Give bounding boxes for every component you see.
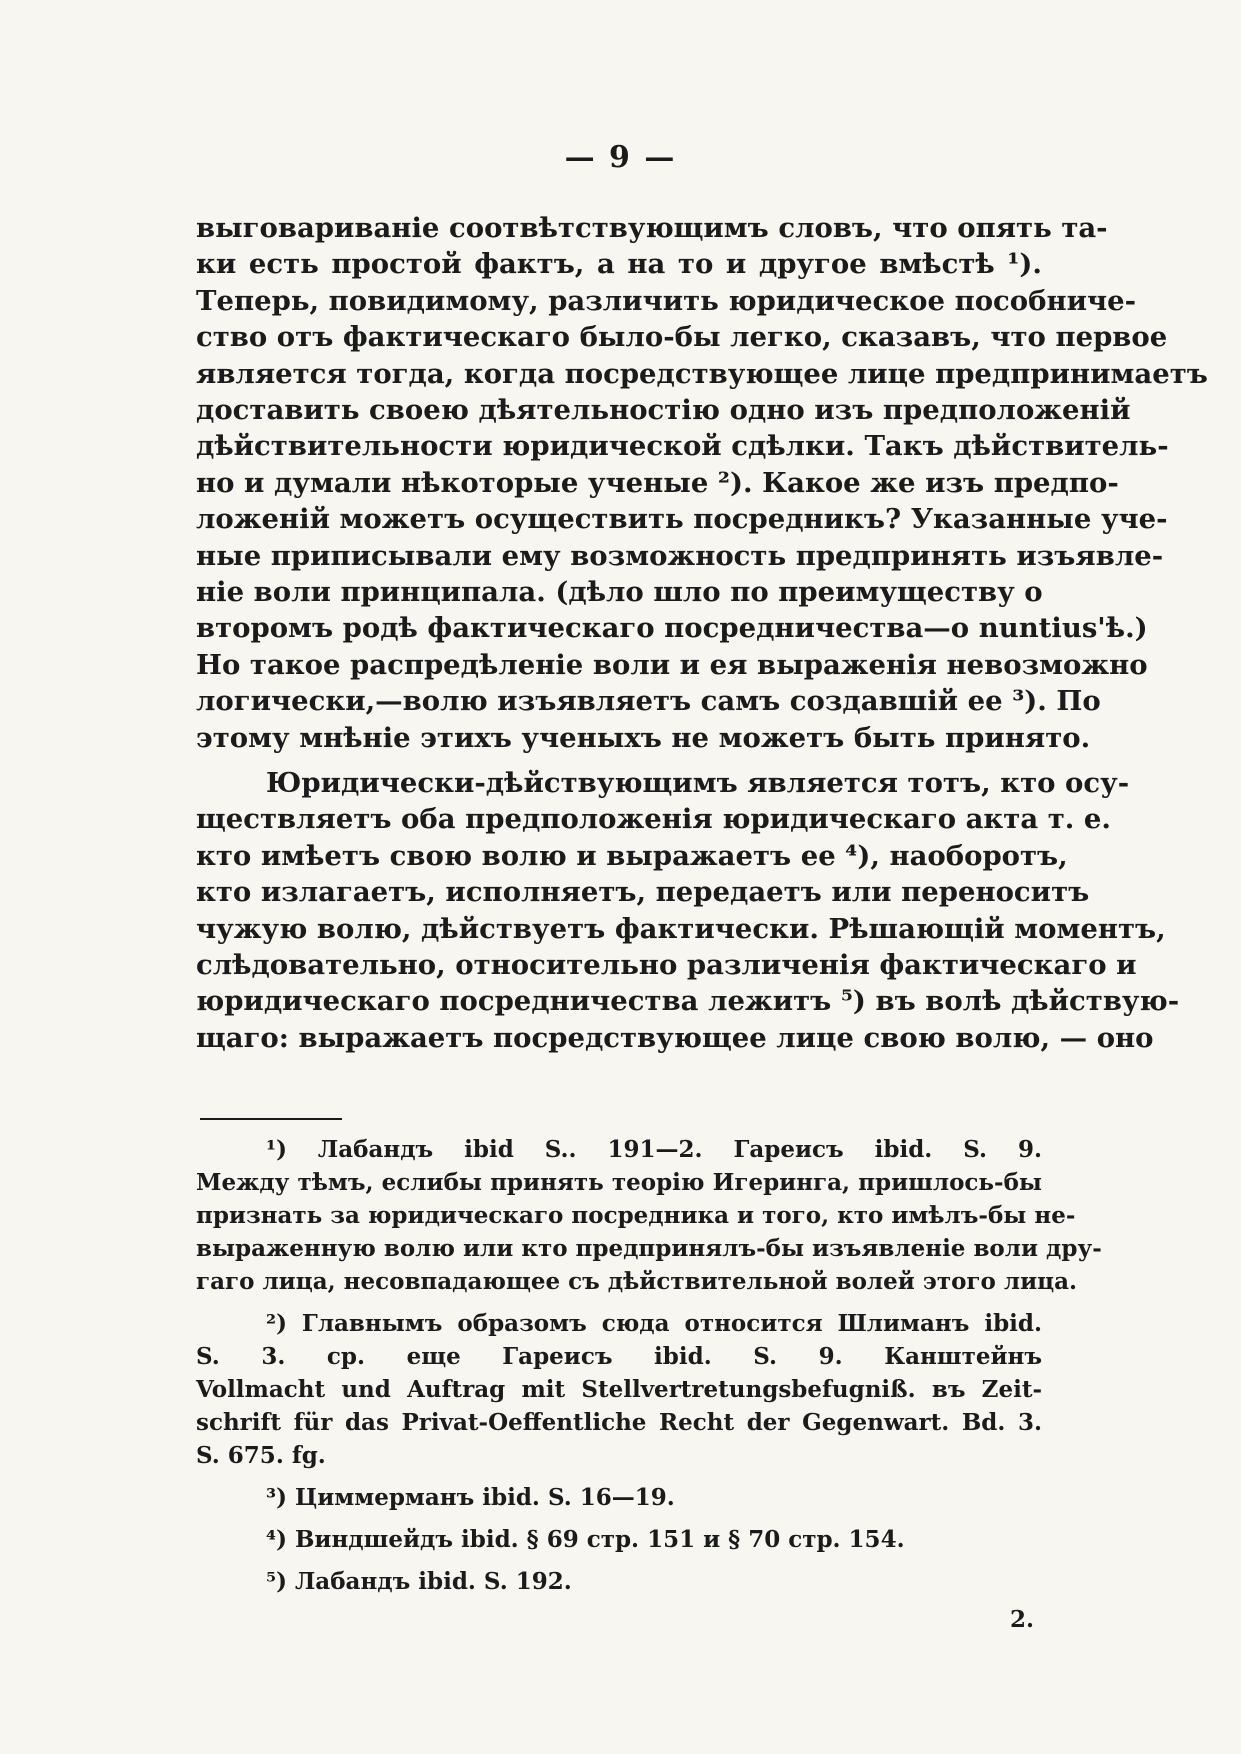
footnote-line: ³) Циммерманъ ibid. S. 16—19. <box>266 1484 675 1511</box>
text-line: ные приписывали ему возможность предпринять изъявле- <box>196 539 1164 572</box>
footnote-line: выраженную волю или кто предпринялъ-бы изъявленiе воли дру- <box>196 1235 1102 1262</box>
text-line: кто излагаетъ, исполняетъ, передаетъ или переноситъ <box>196 876 1090 909</box>
footnote-line: признать за юридическаго посредника и того, кто имѣлъ-бы не- <box>196 1202 1076 1229</box>
footnote-1 <box>196 1133 1102 1298</box>
footnote-line: ²) Главнымъ образомъ сюда относится Шлиманъ ibid. <box>266 1310 1042 1337</box>
text-line: ство отъ фактическаго было-бы легко, сказавъ, что первое <box>196 321 1168 354</box>
footnote-4 <box>196 1523 1042 1556</box>
footnote-2 <box>196 1307 1042 1472</box>
text-line: ществляетъ оба предположенiя юридическаго акта т. е. <box>196 803 1111 836</box>
text-line: Но такое распредѣленiе воли и ея выраженiя невозможно <box>196 648 1148 681</box>
text-line: Юридически-дѣйствующимъ является тотъ, кто осу- <box>266 767 1130 799</box>
footnotes <box>196 1133 1102 1607</box>
text-line: является тогда, когда посредствующее лице предпринимаетъ <box>196 357 1208 390</box>
text-line: нiе воли принципала. (дѣло шло по преимуществу о <box>196 576 1043 609</box>
text-line: второмъ родѣ фактическаго посредничества—о nuntius'ѣ.) <box>196 612 1148 645</box>
footnote-line: Vollmacht und Auftrag mit Stellvertretungsbefugniß. въ Zeit- <box>196 1376 1042 1403</box>
paragraph-1 <box>196 210 1208 756</box>
text-line: логически,—волю изъявляетъ самъ создавшiй ее ³). По <box>196 685 1101 718</box>
footnote-5 <box>196 1565 1042 1598</box>
text-line: Теперь, повидимому, различить юридическое пособниче- <box>196 284 1137 317</box>
text-line: доставить своею дѣятельностiю одно изъ предположенiй <box>196 394 1131 427</box>
footnote-line: ¹) Лабандъ ibid S.. 191—2. Гареисъ ibid. S. 9. <box>266 1136 1042 1163</box>
text-line: чужую волю, дѣйствуетъ фактически. Рѣшающiй моментъ, <box>196 912 1166 945</box>
footnote-line: Между тѣмъ, еслибы принять теорiю Игеринга, пришлось-бы <box>196 1169 1042 1196</box>
paragraph-2 <box>196 765 1180 1056</box>
page-number: — 9 — <box>564 140 677 175</box>
text-line: щаго: выражаетъ посредствующее лице свою волю, — оно <box>196 1021 1154 1054</box>
footnote-divider <box>200 1118 342 1120</box>
text-line: дѣйствительности юридической сдѣлки. Такъ дѣйствитель- <box>196 430 1169 463</box>
footnote-line: S. 3. ср. еще Гареисъ ibid. S. 9. Канштейнъ <box>196 1343 1042 1370</box>
signature-mark: 2. <box>1010 1606 1035 1633</box>
footnote-line: гаго лица, несовпадающее съ дѣйствительной волей этого лица. <box>196 1268 1078 1295</box>
text-line: кто имѣетъ свою волю и выражаетъ ее ⁴), наоборотъ, <box>196 839 1068 872</box>
footnote-line: ⁵) Лабандъ ibid. S. 192. <box>266 1568 572 1595</box>
text-line: выговариванiе соотвѣтствующимъ словъ, что опять та- <box>196 212 1108 244</box>
text-line: ки есть простой фактъ, а на то и другое вмѣстѣ ¹). <box>196 248 1042 281</box>
footnote-line: schrift für das Privat-Oeffentliche Recht der Gegenwart. Bd. 3. <box>196 1409 1042 1436</box>
text-line: но и думали нѣкоторые ученые ²). Какое же изъ предпо- <box>196 466 1119 499</box>
text-line: слѣдовательно, относительно различенiя фактическаго и <box>196 949 1137 982</box>
text-line: этому мнѣнiе этихъ ученыхъ не можетъ быть принято. <box>196 721 1091 754</box>
text-line: юридическаго посредничества лежитъ ⁵) въ волѣ дѣйствую- <box>196 985 1180 1018</box>
footnote-line: ⁴) Виндшейдъ ibid. § 69 стр. 151 и § 70 стр. 154. <box>266 1526 905 1553</box>
text-line: ложенiй можетъ осуществить посредникъ? Указанные уче- <box>196 503 1168 536</box>
footnote-3 <box>196 1481 1042 1514</box>
footnote-line: S. 675. fg. <box>196 1442 326 1469</box>
